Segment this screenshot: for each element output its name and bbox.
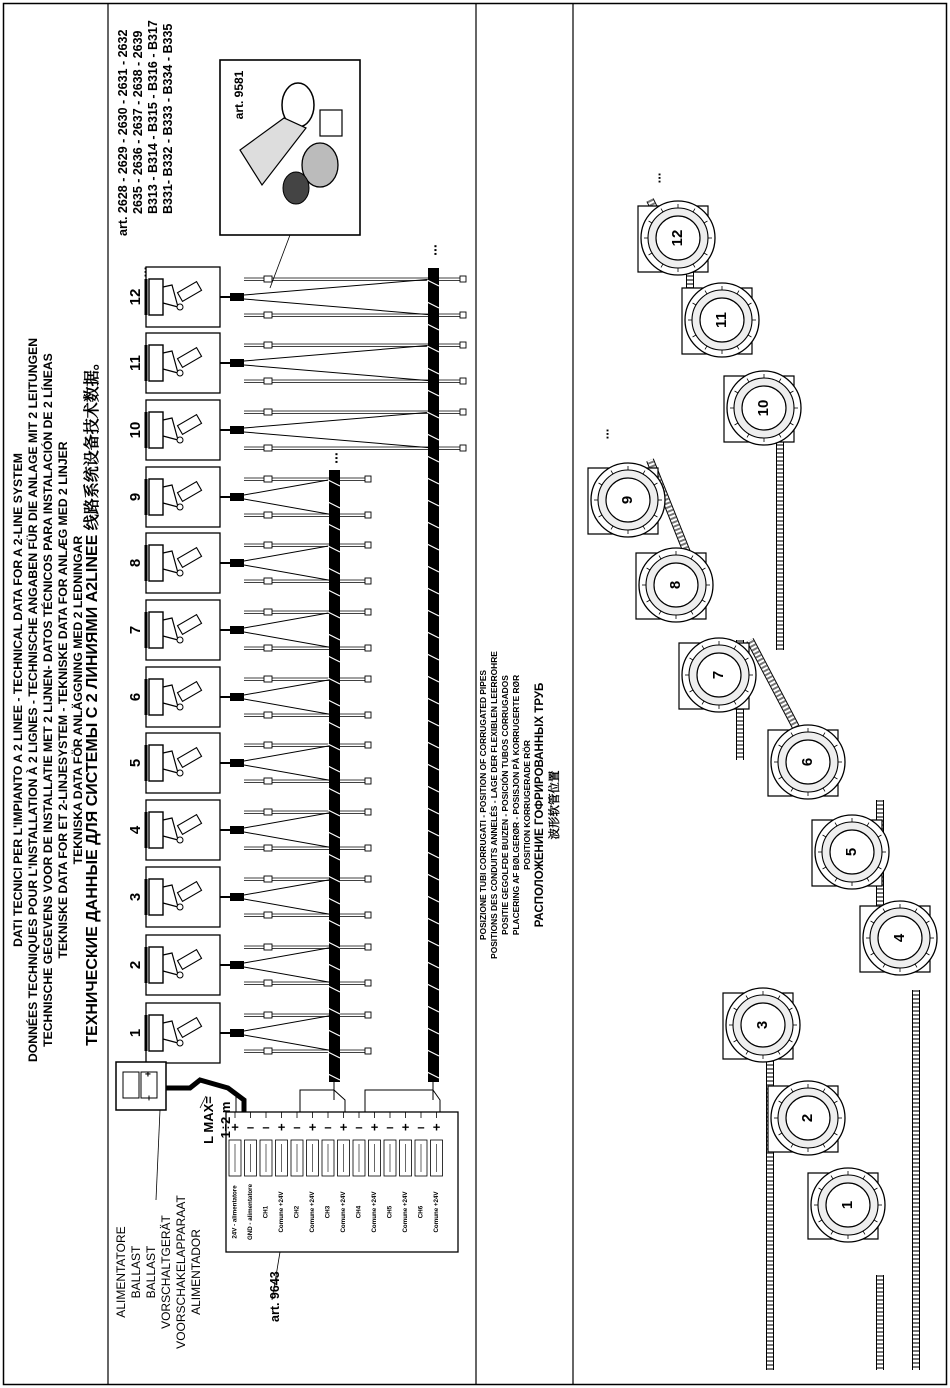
- lead-end: [460, 312, 466, 318]
- lead: [244, 545, 334, 561]
- lead-clip: [264, 980, 272, 986]
- lamp-dot: [177, 437, 183, 443]
- power-label: ALIMENTADOR: [189, 1229, 203, 1315]
- terminal-label: Comune +24V: [340, 1191, 348, 1233]
- lead: [244, 1015, 334, 1031]
- wiring-diagram: [116, 60, 663, 1300]
- lead: [244, 679, 334, 695]
- cable-plug: [230, 693, 244, 701]
- lead-end: [460, 445, 466, 451]
- article-line: B313 - B314 - B315 - B316 - B317: [146, 20, 160, 214]
- terminal-sign: –: [246, 1119, 255, 1135]
- lamp-dot: [177, 972, 183, 978]
- lead-end: [365, 476, 371, 482]
- pipes-line: PLACERING AF BØLGERØR - POSISJON PÅ KORRUGERTE RØR: [511, 674, 521, 936]
- terminal-label: CH3: [324, 1205, 332, 1219]
- lmax-block: [200, 1075, 234, 1165]
- header-line: TECHNISCHE GEGEVENS VOOR DE INSTALLATIE MET 2 LIJNEN- DATOS TÉCNICOS PARA INSTALACIÓN DE 2 LÍNEAS: [41, 353, 55, 1047]
- lead-clip: [264, 342, 272, 348]
- lead-clip: [264, 944, 272, 950]
- unit-number: 6: [126, 692, 144, 702]
- lamp-dot: [177, 770, 183, 776]
- lead-clip: [264, 578, 272, 584]
- lead-clip: [264, 409, 272, 415]
- fixture-9: [588, 463, 665, 537]
- lead-end: [365, 578, 371, 584]
- terminal-sign: +: [432, 1119, 441, 1135]
- terminal-label: CH4: [355, 1205, 363, 1219]
- lead-clip: [264, 378, 272, 384]
- terminal-label: CH6: [417, 1205, 425, 1219]
- fixture-1: [808, 1168, 885, 1242]
- unit-number: 12: [126, 288, 144, 306]
- terminal-sign: –: [293, 1119, 301, 1135]
- pipes-title: [478, 595, 563, 1015]
- power-supply-labels: [114, 1192, 204, 1352]
- cable-plug: [230, 1029, 244, 1037]
- terminal-article: art. 9643: [268, 1271, 282, 1322]
- connector-ring: [283, 172, 309, 204]
- fixture-number: 5: [842, 847, 860, 857]
- lead-end: [365, 712, 371, 718]
- unit-number: 11: [126, 355, 144, 371]
- connector-article: art. 9581: [232, 70, 247, 120]
- pipes-line: РАСПОЛОЖЕНИЕ ГОФРИРОВАННЫХ ТРУБ: [534, 682, 546, 928]
- terminal-label: Comune +24V: [433, 1191, 441, 1233]
- fixture-3: [723, 988, 800, 1062]
- lead: [244, 565, 334, 581]
- terminal-sign: +: [231, 1119, 239, 1135]
- fixture-number: 11: [712, 312, 730, 328]
- lamp-dot: [177, 304, 183, 310]
- header-line: TEKNISKA DATA FÖR ANLÄGGNING MED 2 LEDNINGAR: [71, 535, 85, 865]
- lamp-dot: [177, 837, 183, 843]
- lead-end: [365, 645, 371, 651]
- pipes-line: POSIZIONE TUBI CORRUGATI - POSITION OF CORRUGATED PIPES: [478, 669, 488, 941]
- lead: [244, 479, 334, 495]
- header-block: [10, 40, 100, 1360]
- fixture-5: [812, 815, 889, 889]
- cable-plug: [230, 359, 244, 367]
- fixture-number: 2: [798, 1113, 816, 1123]
- lead: [244, 699, 334, 715]
- lead: [244, 499, 334, 515]
- ballast-sign: –: [143, 1095, 155, 1101]
- lead-clip: [264, 845, 272, 851]
- bus-link: [300, 1082, 345, 1112]
- lead-end: [365, 676, 371, 682]
- lead: [244, 745, 334, 761]
- connector-nut: [320, 110, 342, 136]
- ellipsis: ...: [648, 172, 664, 184]
- fixture-number: 1: [838, 1200, 856, 1210]
- unit-number: 8: [126, 558, 144, 568]
- terminal-label: CH2: [293, 1205, 301, 1219]
- lead-clip: [264, 712, 272, 718]
- lead: [244, 879, 334, 895]
- unit-number: 2: [126, 960, 144, 970]
- lead: [244, 947, 334, 963]
- unit-12: [127, 267, 466, 327]
- lead-end: [365, 512, 371, 518]
- bus-line-2: [428, 268, 439, 1082]
- article-line: 2628 - 2629 - 2630 - 2631 - 2632: [116, 29, 130, 214]
- terminal-sign: –: [386, 1119, 394, 1135]
- lead-end: [460, 409, 466, 415]
- lead-clip: [264, 778, 272, 784]
- cable-plug: [230, 426, 244, 434]
- lead-clip: [264, 809, 272, 815]
- ellipsis: ...: [324, 452, 341, 464]
- lamp-dot: [177, 570, 183, 576]
- fixture-6: [768, 725, 845, 799]
- article-label: art.: [116, 216, 130, 236]
- lead-end: [460, 342, 466, 348]
- lead-end: [365, 809, 371, 815]
- lead-clip: [264, 742, 272, 748]
- terminal-label: Comune +24V: [278, 1191, 286, 1233]
- lead: [244, 632, 334, 648]
- fixture-number: 4: [890, 933, 908, 943]
- cable-plug: [230, 493, 244, 501]
- lead-end: [365, 542, 371, 548]
- terminal-sign: –: [355, 1119, 363, 1135]
- pipes-line: POSITIONS DES CONDUITS ANNELÉS - LAGE DER FLEXIBLEN LEERROHRE: [489, 651, 499, 959]
- cable-plug: [230, 759, 244, 767]
- terminal-label: Comune +24V: [371, 1191, 379, 1233]
- terminal-label: 24V - alimentatore: [231, 1185, 239, 1239]
- lead-clip: [264, 1012, 272, 1018]
- lamp-dot: [177, 1040, 183, 1046]
- header-line: ТЕХНИЧЕСКИЕ ДАННЫЕ ДЛЯ СИСТЕМЫ С 2 ЛИНИЯМИ A2LINEE 线路系统设备技术数据。: [84, 354, 101, 1046]
- fixture-12: [638, 201, 715, 275]
- terminal-sign: +: [339, 1119, 348, 1135]
- supply-callout: [156, 1110, 160, 1200]
- lead-end: [365, 609, 371, 615]
- unit-10: [127, 400, 466, 460]
- cable-plug: [230, 961, 244, 969]
- unit-number: 9: [126, 492, 144, 502]
- article-line: B331- B332 - B333 - B334 - B335: [161, 23, 175, 214]
- lead-end: [365, 1048, 371, 1054]
- fixture-number: 6: [798, 757, 816, 767]
- lead-end: [365, 1012, 371, 1018]
- terminal-sign: –: [262, 1119, 270, 1135]
- lead-end: [365, 742, 371, 748]
- fixture-7: [679, 638, 756, 712]
- power-label: VOORSCHAKELAPPARAAT: [174, 1195, 188, 1349]
- terminal-sign: +: [277, 1119, 286, 1135]
- ellipsis: ...: [596, 428, 612, 440]
- fixture-10: [724, 371, 801, 445]
- terminal-sign: +: [308, 1119, 317, 1135]
- cable-plug: [230, 893, 244, 901]
- unit-number: 7: [126, 625, 144, 635]
- fixture-number: 10: [754, 399, 772, 417]
- article-line: 2635 - 2636 - 2637 - 2638 - 2639: [131, 30, 145, 214]
- lead-end: [365, 980, 371, 986]
- fixture-8: [636, 548, 713, 622]
- ellipsis: ...: [134, 266, 150, 278]
- terminal-label: Comune +24V: [309, 1191, 317, 1233]
- fixture-number: 9: [618, 495, 636, 505]
- ballast-sign: +: [143, 1071, 155, 1077]
- header-line: TEKNISKE DATA FOR ET 2-LINJESYSTEM - TEKNISKE DATA FOR ANLÆG MED 2 LINJER: [56, 441, 70, 959]
- fixture-number: 8: [666, 580, 684, 590]
- pipes-line: POSITIE GEGOLFDE BUIZEN - POSICIÓN TUBOS CORRUGADOS: [500, 675, 510, 935]
- terminal-label: Comune +24V: [402, 1191, 410, 1233]
- power-label: VORSCHALTGERÄT: [159, 1215, 173, 1329]
- cable-plug: [230, 293, 244, 301]
- terminal-label: GND - alimentatore: [247, 1183, 255, 1241]
- lamp-dot: [177, 637, 183, 643]
- unit-number: 5: [126, 758, 144, 768]
- cable-plug: [230, 826, 244, 834]
- lead-end: [460, 276, 466, 282]
- lamp-dot: [177, 370, 183, 376]
- lead: [244, 765, 334, 781]
- lead-clip: [264, 645, 272, 651]
- pipes-line: 波形软管位置: [549, 770, 561, 840]
- lead: [244, 899, 334, 915]
- lead-clip: [264, 476, 272, 482]
- unit-number: 10: [126, 421, 144, 439]
- header-line: DATI TECNICI PER L'IMPIANTO A 2 LINEE - TECHNICAL DATA FOR A 2-LINE SYSTEM: [11, 453, 25, 947]
- lamp-dot: [177, 704, 183, 710]
- unit-number: 3: [126, 892, 144, 902]
- lead-clip: [264, 912, 272, 918]
- lead: [244, 812, 334, 828]
- power-label: BALLAST: [129, 1245, 143, 1299]
- terminal-block: [226, 1112, 458, 1252]
- terminal-sign: +: [370, 1119, 379, 1135]
- lead-end: [365, 876, 371, 882]
- article-list: [116, 6, 176, 236]
- lead: [244, 612, 334, 628]
- lead-clip: [264, 542, 272, 548]
- lead-clip: [264, 1048, 272, 1054]
- lead: [244, 832, 334, 848]
- lead-clip: [264, 876, 272, 882]
- terminal-sign: +: [401, 1119, 410, 1135]
- pipes-line: POSITION KORRUGERADE RÖR: [522, 740, 532, 870]
- lead-clip: [264, 276, 272, 282]
- fixture-11: [682, 283, 759, 357]
- lead-clip: [264, 512, 272, 518]
- terminal-label: CH5: [386, 1205, 394, 1219]
- fixture-4: [860, 901, 937, 975]
- lead-end: [365, 845, 371, 851]
- lead-end: [365, 912, 371, 918]
- ellipsis: ...: [423, 244, 440, 256]
- cable-plug: [230, 626, 244, 634]
- fixture-2: [768, 1081, 845, 1155]
- unit-11: [127, 333, 466, 393]
- terminal-sign: –: [324, 1119, 332, 1135]
- lead: [244, 1035, 334, 1051]
- fixture-number: 7: [709, 670, 727, 680]
- power-label: BALLAST: [144, 1245, 158, 1299]
- fixture-number: 12: [668, 229, 686, 247]
- header-line: DONNÉES TECHNIQUES POUR L'INSTALLATION À 2 LIGNES - TECHNISCHE ANGABEN FÜR DIE ANLAGE MIT 2 LEITUNGEN: [26, 337, 40, 1063]
- lead-end: [365, 944, 371, 950]
- lead-clip: [264, 312, 272, 318]
- terminal-label: CH1: [262, 1205, 270, 1219]
- connector-callout: [270, 235, 290, 288]
- pipe-layout: [588, 200, 937, 1370]
- bus-link: [365, 1082, 440, 1112]
- cable-plug: [230, 559, 244, 567]
- lead-end: [460, 378, 466, 384]
- lead-clip: [264, 676, 272, 682]
- connector-box: [220, 60, 360, 288]
- lamp-dot: [177, 904, 183, 910]
- terminal-sign: –: [417, 1119, 425, 1135]
- unit-number: 4: [126, 825, 144, 835]
- unit-number: 1: [126, 1028, 144, 1038]
- power-label: ALIMENTATORE: [114, 1226, 128, 1318]
- lamp-dot: [177, 504, 183, 510]
- lmax-label: L MAX=: [201, 1096, 216, 1144]
- lead-clip: [264, 609, 272, 615]
- lead-clip: [264, 445, 272, 451]
- fixture-number: 3: [753, 1020, 771, 1030]
- bus-line-1: [329, 470, 340, 1082]
- lead: [244, 967, 334, 983]
- lmax-value: 1÷2 m: [218, 1101, 233, 1139]
- lead-end: [365, 778, 371, 784]
